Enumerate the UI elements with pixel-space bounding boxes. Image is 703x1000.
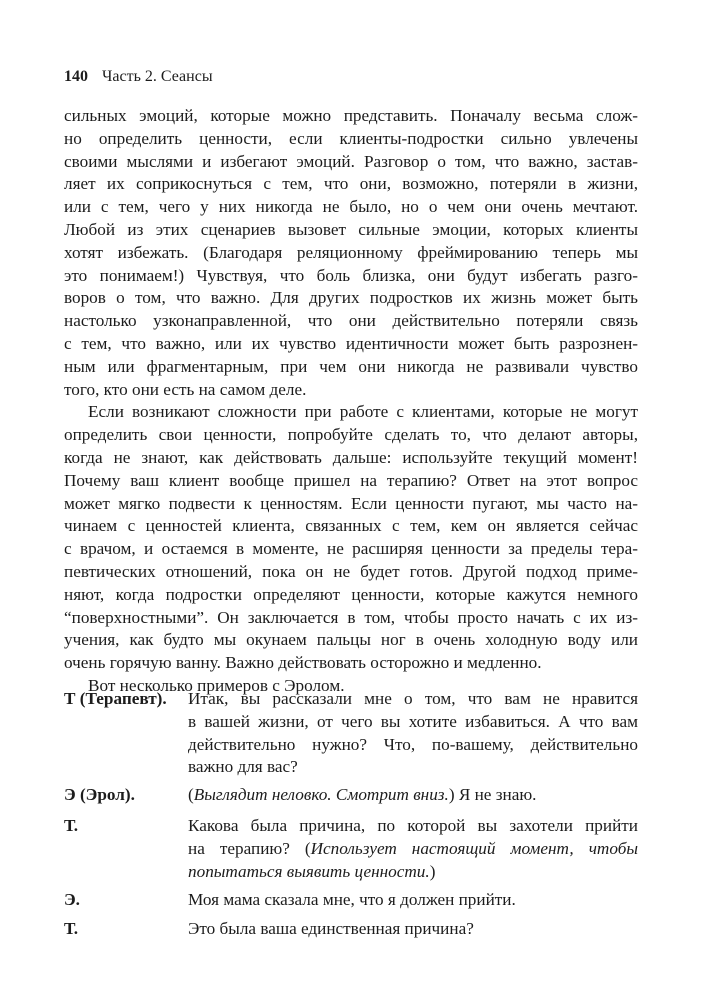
speech-text [188, 918, 638, 941]
speaker-label: Т. [64, 919, 79, 938]
text-line: Это была ваша единственная причина? [188, 919, 474, 938]
text-line: действительно нужно? Что, по-вашему, действительно [188, 734, 638, 754]
text-line [188, 861, 638, 884]
text-line: когда не знают, как действовать дальше: используйте текущий момент! [64, 447, 638, 467]
speaker-label: Т. [64, 816, 79, 835]
stage-direction: Использует настоящий момент, чтобы [310, 838, 638, 858]
speech-text [188, 889, 638, 912]
speaker-label: Т (Терапевт). [64, 689, 167, 708]
text-line: сильных эмоций, которые можно представить. Поначалу весьма слож- [64, 106, 638, 125]
paragraph-2 [64, 401, 638, 675]
text-line: Моя мама сказала мне, что я должен прийти. [188, 890, 516, 909]
speech-text-post: ) Я не знаю. [448, 785, 537, 804]
text-line: того, кто они есть на самом деле. [64, 379, 307, 399]
text-line: Какова была причина, по которой вы захотели прийти [188, 816, 638, 835]
text-line: ляет их соприкоснуться с тем, что они, возможно, потеряли в жизни, [64, 174, 638, 194]
body-text [64, 105, 638, 698]
chapter-title: Часть 2. Сеансы [102, 68, 213, 85]
speech-text [188, 784, 638, 807]
page-number: 140 [64, 68, 88, 85]
text-line [188, 838, 638, 861]
text-line: важно для вас? [188, 757, 298, 777]
text-line: с врачом, и остаемся в моменте, не расширяя ценности за пределы тера- [64, 539, 638, 559]
speech-text-pre: на терапию? ( [188, 838, 311, 858]
text-line: Любой из этих сценариев вызовет сильные эмоции, которых клиенты [64, 219, 638, 239]
text-line: няют, когда подростки определяют ценности, которые кажутся немного [64, 584, 638, 604]
text-line: или с тем, чего у них никогда не было, но о чем они очень мечтают. [64, 197, 638, 217]
speaker-label: Э (Эрол). [64, 785, 135, 804]
text-line [188, 784, 638, 807]
stage-direction: попытаться выявить ценности. [188, 861, 430, 881]
text-line: чинаем с ценностей клиента, связанных с тем, кем он является сейчас [64, 516, 638, 536]
speech-text [188, 688, 638, 779]
text-line: может мягко подвести к ценностям. Если ценности пугают, мы часто на- [64, 493, 638, 513]
running-header [64, 67, 213, 87]
text-line: очень горячую ванну. Важно действовать осторожно и медленно. [64, 653, 542, 673]
text-line: своими мыслями и избегают эмоций. Разговор о том, что важно, застав- [64, 151, 638, 171]
text-line: хотят избежать. (Благодаря реляционному фреймированию теперь мы [64, 242, 638, 262]
text-line: настолько узконаправленной, что они действительно потеряли связь [64, 311, 638, 331]
speech-text [188, 815, 638, 883]
text-line: Если возникают сложности при работе с клиентами, которые не могут [88, 402, 638, 422]
text-line: Вот несколько примеров с Эролом. [88, 675, 345, 695]
speech-text-post: ) [429, 861, 436, 881]
text-line: певтических отношений, пока он не будет готов. Другой подход приме- [64, 561, 638, 581]
text-line: но определить ценности, если клиенты-подростки сильно увлечены [64, 128, 638, 148]
stage-direction: Выглядит неловко. Смотрит вниз. [193, 785, 449, 804]
paragraph-1 [64, 105, 638, 401]
text-line: в вашей жизни, от чего вы хотите избавиться. А что вам [188, 711, 638, 731]
text-line: воров о том, что важно. Для других подростков их жизнь может быть [64, 288, 638, 308]
text-line: с тем, что важно, или их чувство идентичности может быть разрознен- [64, 333, 638, 353]
text-line: “поверхностными”. Он заключается в том, чтобы просто начать с их из- [64, 607, 638, 627]
text-line: это понимаем!) Чувствуя, что боль близка, они будут избегать разго- [64, 265, 638, 285]
text-line: Почему ваш клиент вообще пришел на терапию? Ответ на этот вопрос [64, 470, 638, 490]
text-line: Итак, вы рассказали мне о том, что вам не нравится [188, 689, 638, 708]
text-line: ным или фрагментарным, при чем они никогда не развивали чувство [64, 356, 638, 376]
speech-text-pre: ( [188, 785, 194, 804]
text-line: учения, как будто мы окунаем пальцы ног в очень холодную воду или [64, 630, 638, 650]
speaker-label: Э. [64, 890, 80, 909]
text-line: определить свои ценности, попробуйте сделать то, что делают авторы, [64, 425, 638, 445]
